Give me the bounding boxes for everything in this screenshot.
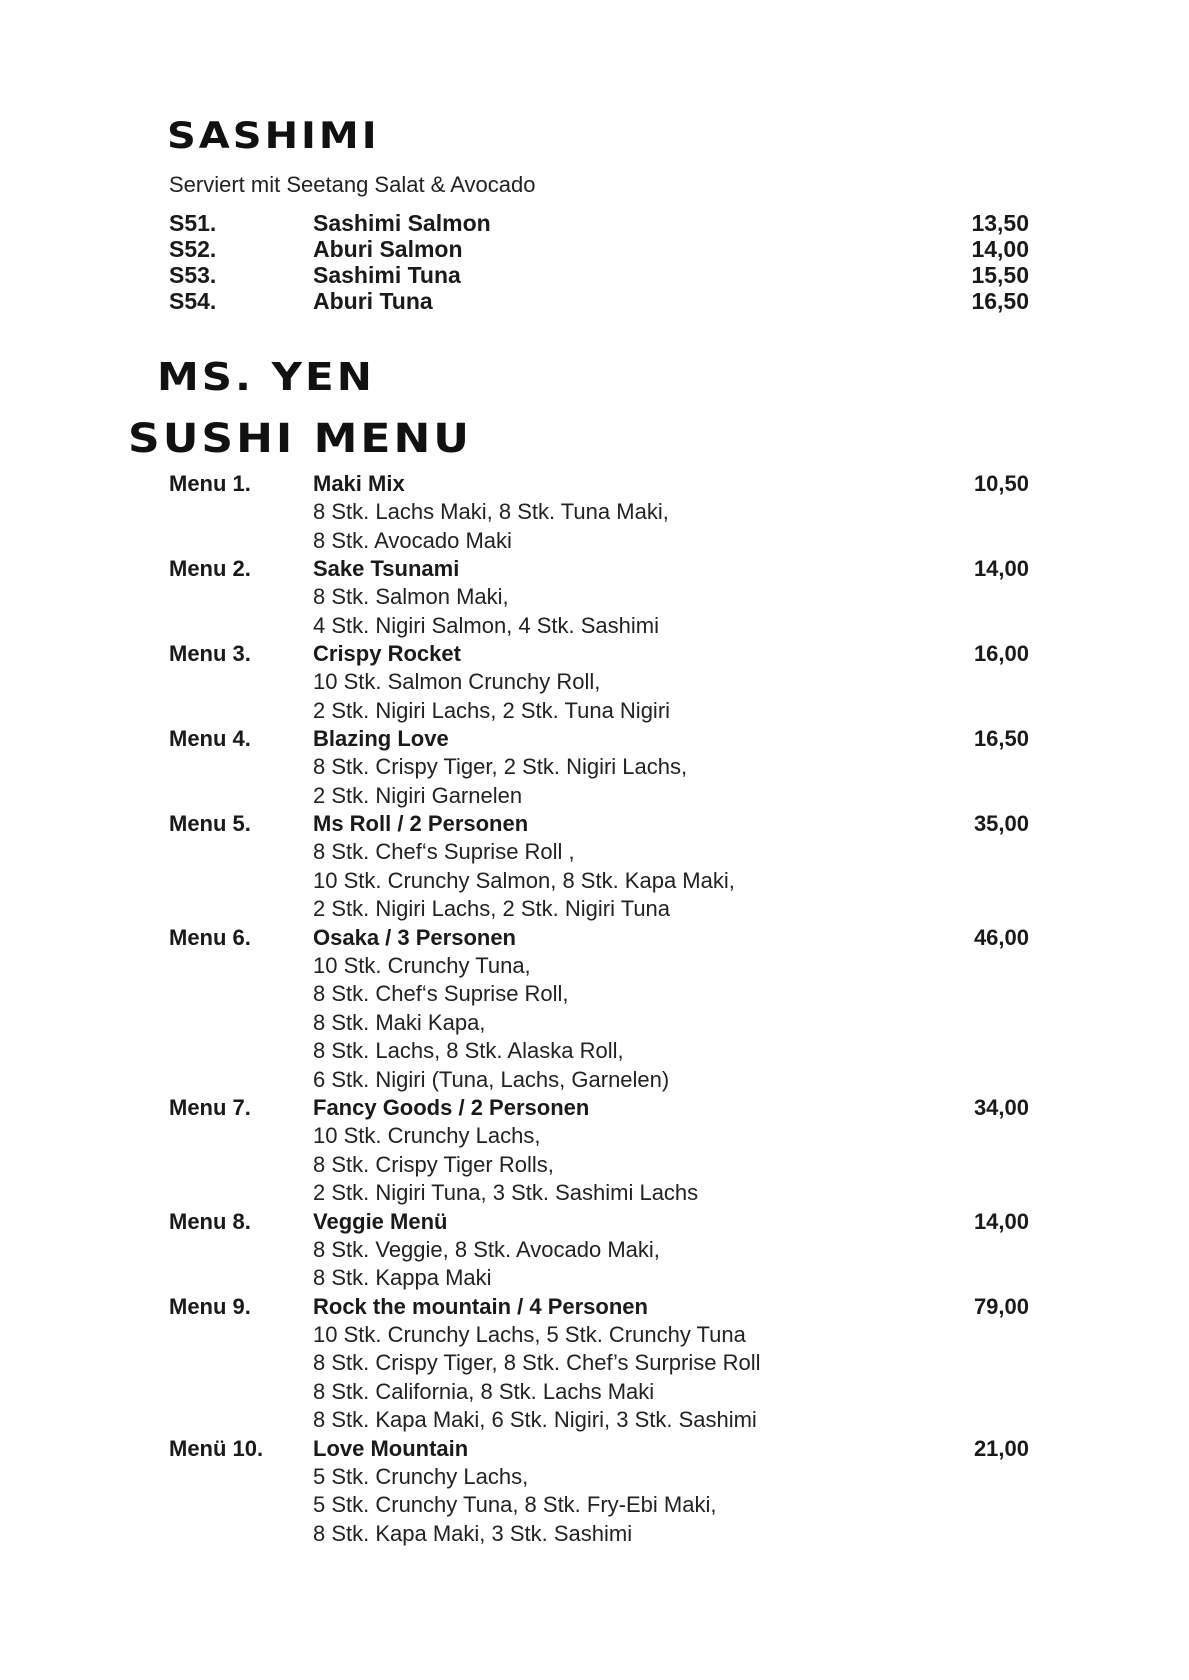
item-code: S51. bbox=[169, 210, 217, 236]
menu-description-line: 8 Stk. Crispy Tiger, 2 Stk. Nigiri Lachs, bbox=[313, 754, 688, 779]
menu-description-line: 8 Stk. Avocado Maki bbox=[313, 527, 512, 553]
menu-description-line: 8 Stk. Lachs, 8 Stk. Alaska Roll, bbox=[313, 1038, 624, 1063]
menu-title: Osaka / 3 Personen bbox=[313, 924, 516, 950]
menu-description-line: 2 Stk. Nigiri Tuna, 3 Stk. Sashimi Lachs bbox=[313, 1180, 699, 1205]
menu-title: Love Mountain bbox=[313, 1435, 469, 1461]
menu-description-line: 10 Stk. Salmon Crunchy Roll, bbox=[313, 669, 601, 694]
sashimi-heading: SASHIMI bbox=[167, 115, 380, 158]
sushi-menu-heading: SUSHI MENU bbox=[128, 415, 473, 462]
sashimi-subtitle: Serviert mit Seetang Salat & Avocado bbox=[169, 172, 536, 197]
item-price: 16,50 bbox=[971, 288, 1029, 314]
menu-title: Blazing Love bbox=[313, 726, 449, 751]
menu-number: Menu 6. bbox=[169, 924, 251, 950]
menu-item bbox=[169, 640, 1029, 725]
menu-title: Rock the mountain / 4 Personen bbox=[313, 1293, 648, 1319]
menu-title: Ms Roll / 2 Personen bbox=[313, 811, 529, 836]
menu-description-line: 8 Stk. Chef‘s Suprise Roll , bbox=[313, 839, 575, 864]
menu-price: 21,00 bbox=[973, 1435, 1029, 1461]
menu-description-line: 8 Stk. Crispy Tiger Rolls, bbox=[313, 1151, 554, 1177]
menu-description-line: 10 Stk. Crunchy Salmon, 8 Stk. Kapa Maki, bbox=[313, 867, 735, 893]
menu-title: Veggie Menü bbox=[313, 1208, 448, 1234]
menu-description-line: 8 Stk. Salmon Maki, bbox=[313, 584, 509, 609]
item-price: 15,50 bbox=[971, 262, 1029, 288]
menu-number: Menu 3. bbox=[169, 641, 251, 666]
menu-description-line: 2 Stk. Nigiri Garnelen bbox=[313, 782, 523, 808]
menu-item bbox=[169, 1435, 1029, 1549]
menu-title: Crispy Rocket bbox=[313, 641, 461, 666]
menu-description-line: 10 Stk. Crunchy Tuna, bbox=[313, 952, 531, 978]
menu-price: 16,00 bbox=[973, 641, 1029, 666]
item-name: Aburi Tuna bbox=[313, 288, 433, 314]
menu-price: 34,00 bbox=[973, 1095, 1029, 1120]
menu-number: Menu 9. bbox=[169, 1293, 251, 1319]
sashimi-item bbox=[169, 262, 1029, 288]
menu-item bbox=[169, 725, 1029, 810]
menu-item bbox=[169, 555, 1029, 640]
menu-price: 79,00 bbox=[973, 1293, 1029, 1319]
sushi-menu-list bbox=[169, 470, 1029, 1548]
menu-description-line: 5 Stk. Crunchy Lachs, bbox=[313, 1463, 529, 1489]
menu-item bbox=[169, 1094, 1029, 1208]
menu-item bbox=[169, 924, 1029, 1095]
item-price: 14,00 bbox=[971, 236, 1029, 262]
menu-description-line: 8 Stk. Kappa Maki bbox=[313, 1265, 492, 1290]
menu-description-line: 10 Stk. Crunchy Lachs, 5 Stk. Crunchy Tuna bbox=[313, 1321, 746, 1347]
restaurant-name-heading: MS. YEN bbox=[157, 354, 375, 400]
menu-item bbox=[169, 470, 1029, 555]
menu-item bbox=[169, 1293, 1029, 1435]
menu-price: 14,00 bbox=[973, 556, 1029, 581]
menu-description-line: 8 Stk. Veggie, 8 Stk. Avocado Maki, bbox=[313, 1236, 660, 1262]
menu-description-line: 8 Stk. Chef‘s Suprise Roll, bbox=[313, 981, 569, 1006]
menu-description-line: 8 Stk. Lachs Maki, 8 Stk. Tuna Maki, bbox=[313, 499, 669, 524]
menu-description-line: 10 Stk. Crunchy Lachs, bbox=[313, 1123, 541, 1148]
menu-number: Menu 8. bbox=[169, 1208, 251, 1234]
menu-title: Fancy Goods / 2 Personen bbox=[313, 1095, 590, 1120]
menu-item bbox=[169, 1208, 1029, 1293]
item-name: Aburi Salmon bbox=[313, 236, 463, 262]
menu-number: Menu 1. bbox=[169, 471, 251, 496]
menu-description-line: 8 Stk. Kapa Maki, 6 Stk. Nigiri, 3 Stk. Sashimi bbox=[313, 1407, 757, 1432]
menu-price: 10,50 bbox=[973, 471, 1029, 496]
menu-number: Menu 2. bbox=[169, 556, 251, 581]
menu-description-line: 8 Stk. Crispy Tiger, 8 Stk. Chef’s Surprise Roll bbox=[313, 1350, 761, 1375]
sashimi-item bbox=[169, 288, 1029, 314]
sashimi-item bbox=[169, 210, 1029, 236]
item-name: Sashimi Tuna bbox=[313, 262, 461, 288]
menu-price: 35,00 bbox=[973, 811, 1029, 836]
menu-item bbox=[169, 810, 1029, 924]
sashimi-list bbox=[169, 210, 1029, 314]
menu-price: 46,00 bbox=[973, 924, 1029, 950]
menu-description-line: 6 Stk. Nigiri (Tuna, Lachs, Garnelen) bbox=[313, 1066, 670, 1092]
sashimi-item bbox=[169, 236, 1029, 262]
menu-price: 16,50 bbox=[973, 726, 1029, 751]
menu-description-line: 2 Stk. Nigiri Lachs, 2 Stk. Nigiri Tuna bbox=[313, 896, 671, 921]
menu-number: Menü 10. bbox=[169, 1435, 264, 1461]
menu-number: Menu 7. bbox=[169, 1095, 251, 1120]
menu-description-line: 4 Stk. Nigiri Salmon, 4 Stk. Sashimi bbox=[313, 612, 660, 638]
menu-description-line: 8 Stk. Kapa Maki, 3 Stk. Sashimi bbox=[313, 1520, 633, 1546]
menu-title: Sake Tsunami bbox=[313, 556, 460, 581]
menu-description-line: 5 Stk. Crunchy Tuna, 8 Stk. Fry-Ebi Maki, bbox=[313, 1492, 717, 1517]
menu-title: Maki Mix bbox=[313, 471, 405, 496]
menu-number: Menu 4. bbox=[169, 726, 251, 751]
item-code: S53. bbox=[169, 262, 217, 288]
menu-description-line: 8 Stk. California, 8 Stk. Lachs Maki bbox=[313, 1378, 655, 1404]
menu-price: 14,00 bbox=[973, 1208, 1029, 1234]
item-name: Sashimi Salmon bbox=[313, 210, 491, 236]
menu-description-line: 8 Stk. Maki Kapa, bbox=[313, 1009, 486, 1035]
item-code: S52. bbox=[169, 236, 217, 262]
item-price: 13,50 bbox=[971, 210, 1029, 236]
menu-number: Menu 5. bbox=[169, 811, 251, 836]
menu-description-line: 2 Stk. Nigiri Lachs, 2 Stk. Tuna Nigiri bbox=[313, 697, 671, 723]
item-code: S54. bbox=[169, 288, 217, 314]
